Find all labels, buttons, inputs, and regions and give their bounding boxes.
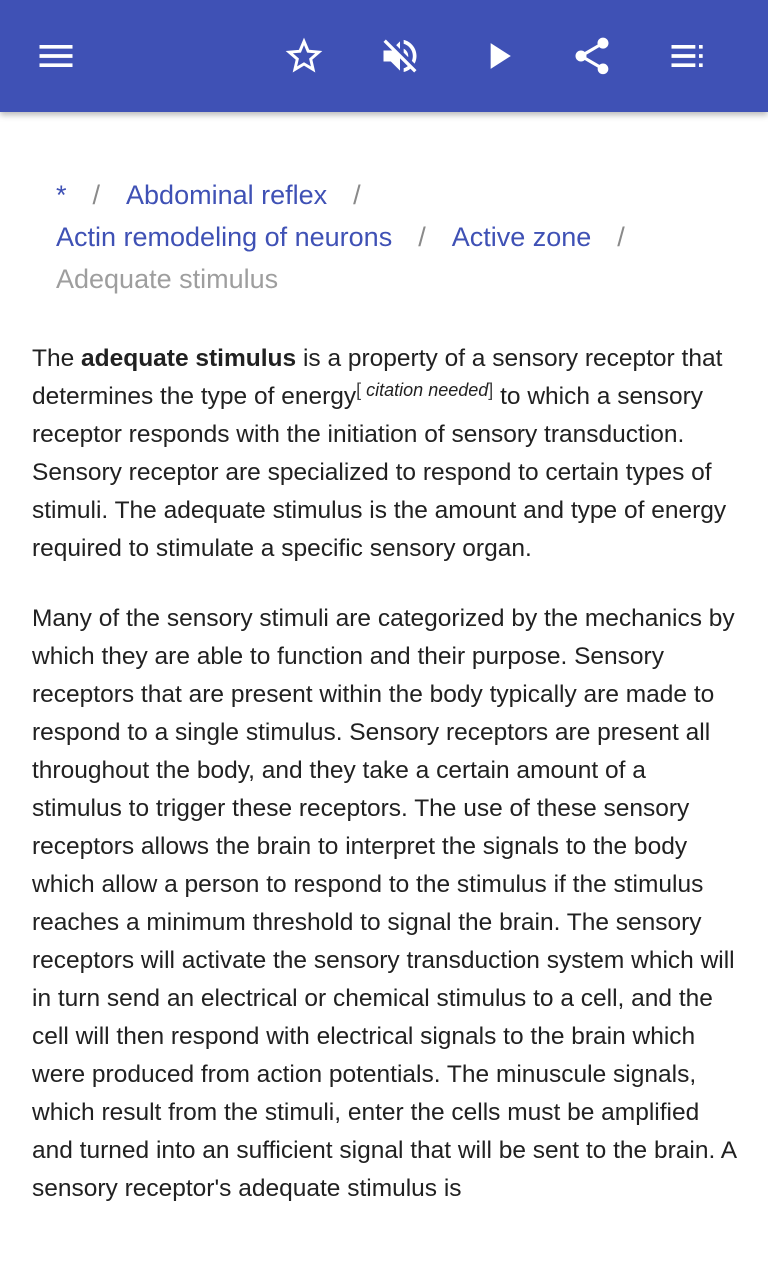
p1-text-mid: is a property of a sensory receptor that determines the type of energy — [32, 345, 723, 410]
star-icon — [282, 34, 326, 78]
share-icon — [570, 34, 614, 78]
volume-off-icon — [378, 34, 422, 78]
share-button[interactable] — [564, 28, 620, 84]
p1-text-start: The — [32, 345, 82, 372]
play-icon — [476, 34, 520, 78]
breadcrumb-item-actin-remodeling[interactable]: Actin remodeling of neurons — [56, 222, 393, 252]
article-scroll-area[interactable] — [0, 112, 768, 1280]
breadcrumb-item-abdominal-reflex[interactable]: Abdominal reflex — [126, 180, 328, 210]
overflow-menu-button[interactable] — [660, 28, 716, 84]
menu-button[interactable] — [28, 28, 84, 84]
citation-bracket-close: ] — [488, 380, 494, 400]
article-paragraph-1 — [32, 340, 740, 568]
menu-icon — [34, 34, 78, 78]
p1-text-end: to which a sensory receptor responds with the initiation of sensory transduction. Sensory receptor are specialized to respond to certain types of stimuli. The adequate stimulus is the amount and type of energy required to stimulate a specific sensory organ. — [32, 383, 727, 562]
breadcrumb-current: Adequate stimulus — [56, 264, 279, 294]
breadcrumb-item-root[interactable]: * — [56, 180, 67, 210]
citation-needed-link[interactable] — [356, 380, 493, 400]
breadcrumb-separator: / — [617, 222, 625, 252]
bookmark-button[interactable] — [276, 28, 332, 84]
citation-bracket-open: [ — [356, 380, 362, 400]
breadcrumb-item-active-zone[interactable]: Active zone — [451, 222, 592, 252]
article-paragraph-2: Many of the sensory stimuli are categorized by the mechanics by which they are able to function and their purpose. Sensory receptors that are present within the body typically are made to respond to a single stimulus. Sensory receptors are present all throughout the body, and they take a certain amount of a stimulus to trigger these receptors. The use of these sensory receptors allows the brain to interpret the signals to the body which allow a person to respond to the stimulus if the stimulus reaches a minimum threshold to signal the brain. The sensory receptors will activate the sensory transduction system which will in turn send an electrical or chemical stimulus to a cell, and the cell will then respond with electrical signals to the brain which were produced from action potentials. The minuscule signals, which result from the stimuli, enter the cells must be amplified and turned into an sufficient signal that will be sent to the brain. A sensory receptor's adequate stimulus is — [32, 605, 736, 1202]
playlist-icon — [666, 34, 710, 78]
breadcrumb-separator: / — [92, 180, 101, 210]
article-term: adequate stimulus — [81, 345, 297, 372]
breadcrumb — [56, 174, 736, 300]
citation-needed-text: citation needed — [361, 380, 489, 400]
article-body — [32, 340, 740, 1240]
play-button[interactable] — [470, 28, 526, 84]
breadcrumb-separator: / — [418, 222, 426, 252]
mute-button[interactable] — [372, 28, 428, 84]
breadcrumb-separator: / — [353, 180, 361, 210]
app-bar — [0, 0, 768, 112]
